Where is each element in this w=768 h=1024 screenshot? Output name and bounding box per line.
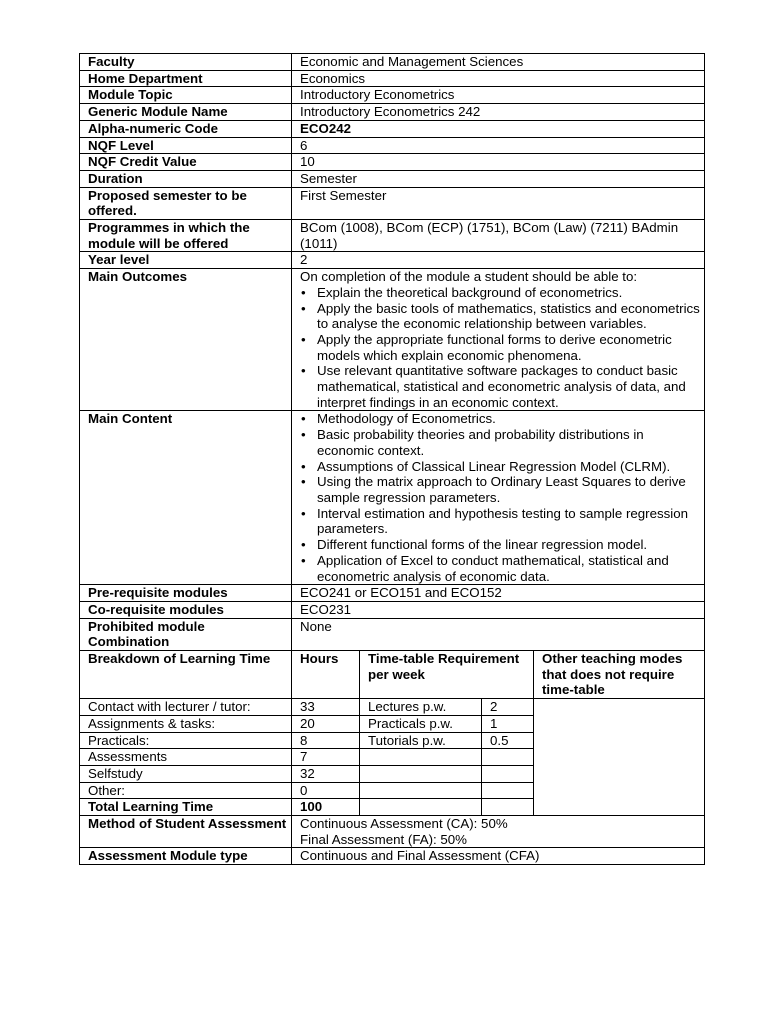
row-duration (80, 170, 705, 187)
nqf-level-label: NQF Level (80, 137, 292, 154)
alpha-numeric-code-label: Alpha-numeric Code (80, 120, 292, 137)
row-assessment-method (80, 816, 705, 848)
row-prerequisite (80, 585, 705, 602)
activity-hours: 7 (292, 749, 360, 766)
row-main-content (80, 411, 705, 585)
programmes-label: Programmes in which the module will be offered (80, 220, 292, 252)
timetable-label (360, 765, 482, 782)
timetable-value (482, 749, 534, 766)
timetable-label (360, 782, 482, 799)
timetable-value: 1 (482, 715, 534, 732)
learning-time-row (80, 699, 705, 716)
row-nqf-credit-value (80, 154, 705, 171)
timetable-value: 2 (482, 699, 534, 716)
content-item: • Using the matrix approach to Ordinary Least Squares to derive sample regression parameters. (300, 474, 700, 505)
nqf-credit-value-value: 10 (292, 154, 705, 171)
main-content-list (300, 411, 700, 584)
main-outcomes-value (292, 269, 705, 411)
proposed-semester-value: First Semester (292, 187, 705, 219)
timetable-label (360, 749, 482, 766)
main-content-value (292, 411, 705, 585)
row-prohibited (80, 618, 705, 650)
main-outcomes-list (300, 285, 700, 411)
outcome-item: • Explain the theoretical background of econometrics. (300, 285, 700, 301)
main-outcomes-intro: On completion of the module a student should be able to: (300, 269, 638, 285)
main-content-label: Main Content (80, 411, 292, 585)
row-proposed-semester (80, 187, 705, 219)
duration-label: Duration (80, 170, 292, 187)
assessment-method-value (292, 816, 705, 848)
row-year-level (80, 252, 705, 269)
outcome-item: • Use relevant quantitative software packages to conduct basic mathematical, statistical and econometric analysis of data, and interpret findings in an economic context. (300, 363, 700, 410)
activity-label: Practicals: (80, 732, 292, 749)
timetable-value (482, 782, 534, 799)
generic-module-name-value: Introductory Econometrics 242 (292, 104, 705, 121)
row-generic-module-name (80, 104, 705, 121)
main-outcomes-label: Main Outcomes (80, 269, 292, 411)
duration-value: Semester (292, 170, 705, 187)
content-item: • Methodology of Econometrics. (300, 411, 700, 427)
activity-hours: 33 (292, 699, 360, 716)
timetable-value: 0.5 (482, 732, 534, 749)
outcome-item: • Apply the basic tools of mathematics, statistics and econometrics to analyse the economic relationship between variables. (300, 301, 700, 332)
row-alpha-numeric-code (80, 120, 705, 137)
content-item: • Different functional forms of the linear regression model. (300, 537, 700, 553)
timetable-header: Time-table Requirement per week (360, 651, 534, 699)
nqf-level-value: 6 (292, 137, 705, 154)
faculty-label: Faculty (80, 54, 292, 71)
activity-hours: 8 (292, 732, 360, 749)
nqf-credit-value-label: NQF Credit Value (80, 154, 292, 171)
row-main-outcomes (80, 269, 705, 411)
total-learning-time-hours: 100 (292, 799, 360, 816)
year-level-value: 2 (292, 252, 705, 269)
activity-label: Contact with lecturer / tutor: (80, 699, 292, 716)
timetable-value (482, 765, 534, 782)
row-module-topic (80, 87, 705, 104)
activity-label: Assignments & tasks: (80, 715, 292, 732)
programmes-value: BCom (1008), BCom (ECP) (1751), BCom (Law) (7211) BAdmin (1011) (292, 220, 705, 252)
timetable-label (360, 799, 482, 816)
assessment-type-value: Continuous and Final Assessment (CFA) (292, 848, 705, 865)
module-topic-label: Module Topic (80, 87, 292, 104)
activity-hours: 0 (292, 782, 360, 799)
activity-hours: 32 (292, 765, 360, 782)
activity-hours: 20 (292, 715, 360, 732)
timetable-label: Practicals p.w. (360, 715, 482, 732)
assessment-method-line: Continuous Assessment (CA): 50% (300, 816, 508, 832)
prerequisite-label: Pre-requisite modules (80, 585, 292, 602)
row-programmes (80, 220, 705, 252)
assessment-method-label: Method of Student Assessment (80, 816, 292, 848)
activity-label: Other: (80, 782, 292, 799)
content-item: • Basic probability theories and probability distributions in economic context. (300, 427, 700, 458)
activity-label: Assessments (80, 749, 292, 766)
row-faculty (80, 54, 705, 71)
hours-header: Hours (292, 651, 360, 699)
timetable-label: Lectures p.w. (360, 699, 482, 716)
home-department-value: Economics (292, 70, 705, 87)
total-learning-time-label: Total Learning Time (80, 799, 292, 816)
prohibited-value: None (292, 618, 705, 650)
other-modes-header: Other teaching modes that does not require time-table (534, 651, 705, 699)
home-department-label: Home Department (80, 70, 292, 87)
assessment-type-label: Assessment Module type (80, 848, 292, 865)
faculty-value: Economic and Management Sciences (292, 54, 705, 71)
prohibited-label: Prohibited module Combination (80, 618, 292, 650)
row-corequisite (80, 601, 705, 618)
content-item: • Application of Excel to conduct mathematical, statistical and econometric analysis of economic data. (300, 553, 700, 584)
other-modes-cell (534, 699, 705, 816)
outcome-item: • Apply the appropriate functional forms to derive econometric models which explain economic phenomena. (300, 332, 700, 363)
content-item: • Interval estimation and hypothesis testing to sample regression parameters. (300, 506, 700, 537)
module-topic-value: Introductory Econometrics (292, 87, 705, 104)
proposed-semester-label: Proposed semester to be offered. (80, 187, 292, 219)
row-assessment-type (80, 848, 705, 865)
content-item: • Assumptions of Classical Linear Regression Model (CLRM). (300, 459, 700, 475)
corequisite-label: Co-requisite modules (80, 601, 292, 618)
learning-time-label: Breakdown of Learning Time (80, 651, 292, 699)
alpha-numeric-code-value: ECO242 (292, 120, 705, 137)
year-level-label: Year level (80, 252, 292, 269)
generic-module-name-label: Generic Module Name (80, 104, 292, 121)
prerequisite-value: ECO241 or ECO151 and ECO152 (292, 585, 705, 602)
row-learning-time-header (80, 651, 705, 699)
activity-label: Selfstudy (80, 765, 292, 782)
assessment-method-line: Final Assessment (FA): 50% (300, 831, 468, 847)
row-nqf-level (80, 137, 705, 154)
row-home-department (80, 70, 705, 87)
module-descriptor-table (79, 53, 705, 865)
corequisite-value: ECO231 (292, 601, 705, 618)
timetable-label: Tutorials p.w. (360, 732, 482, 749)
timetable-value (482, 799, 534, 816)
